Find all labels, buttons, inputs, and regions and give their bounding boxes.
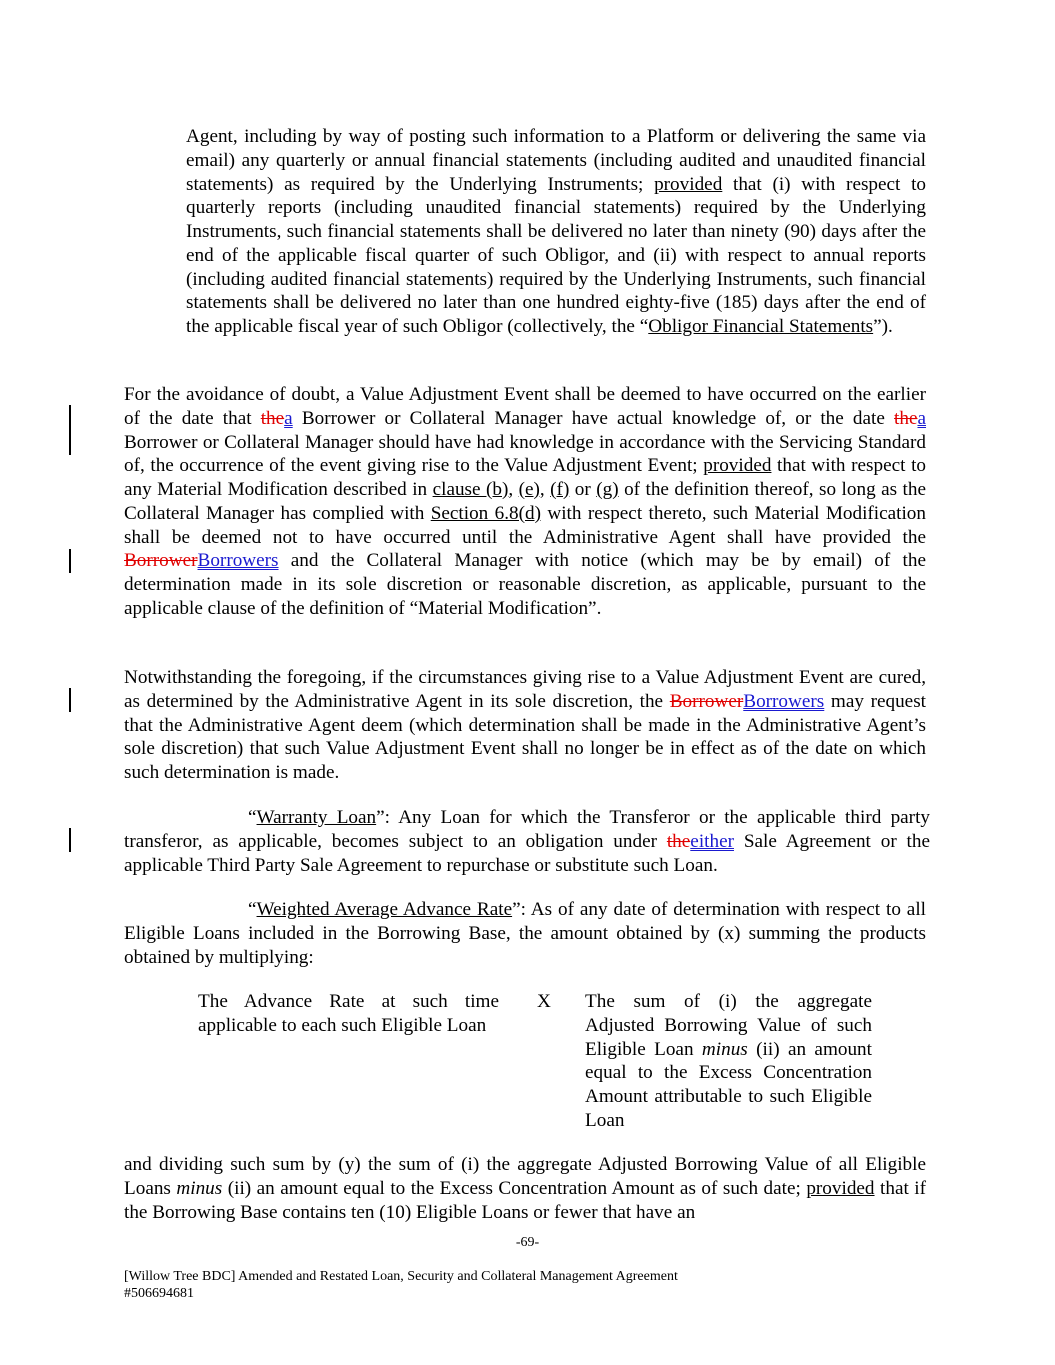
- underlined-term: Section 6.8(d): [430, 502, 541, 524]
- text-run: Agent, including by way of posting such information to a Platform or delivering the same via email) any quarterly or annual financial statements (including audited and unaudited financial statements) as required by the Underlying Instruments;: [186, 126, 926, 195]
- text-run: that (i) with respect to quarterly reports (including unaudited financial statements) required by the Underlying Instruments, such financial statements shall be delivered no later than ninety (90) days after the end of the applicable fiscal quarter of such Obligor, and (ii) with respect to annual reports (including audited financial statements) required by the Underlying Instruments, such financial statements shall be delivered no later than one hundred eighty-five (185) days after the end of the applicable fiscal year of such Obligor (collectively, the “: [186, 173, 926, 337]
- formula-multiply-operator: X: [537, 991, 551, 1012]
- paragraph-value-adjustment-event: [124, 383, 926, 621]
- text-run: ”).: [873, 316, 893, 337]
- text-run: and dividing such sum by (y) the sum of (i) the aggregate Adjusted Borrowing Value of all Eligible Loans: [124, 1154, 926, 1199]
- underlined-term: provided: [703, 455, 772, 477]
- text-run: that if the Borrowing Base contains ten (10) Eligible Loans or fewer that have an: [124, 1177, 926, 1223]
- text-run: ”: As of any date of determination with respect to all Eligible Loans included in the Borrowing Base, the amount obtained by (x) summing the products obtained by multiplying:: [124, 899, 926, 968]
- change-bar: [69, 828, 71, 852]
- underlined-term: Warranty Loan: [256, 807, 377, 828]
- text-run: (ii) an amount equal to the Excess Concentration Amount attributable to such Eligible Loan: [585, 1038, 872, 1131]
- text-run: may request that the Administrative Agent deem (which determination shall be made in the Administrative Agent’s sole discretion) that such Value Adjustment Event shall no longer be in effect as of the date on which such determination is made.: [124, 690, 926, 783]
- text-run: of the definition thereof, so long as the Collateral Manager has complied with: [124, 479, 926, 524]
- underlined-term: clause (b): [432, 479, 509, 500]
- definition-weighted-average-advance-rate: [124, 898, 926, 969]
- formula-left-term: The Advance Rate at such time applicable to each such Eligible Loan: [198, 991, 499, 1036]
- text-run: ”: Any Loan for which the Transferor or the applicable third party transferor, as applicable, becomes subject to an obligation under: [124, 807, 930, 852]
- paragraph-notwithstanding: [124, 666, 926, 785]
- inserted-text: a: [917, 407, 927, 429]
- change-bar: [69, 549, 71, 573]
- text-run: that with respect to any Material Modification described in: [124, 455, 926, 500]
- deleted-text: the: [894, 407, 918, 429]
- inserted-text: a: [284, 407, 293, 429]
- footer: [124, 1268, 678, 1302]
- underlined-term: Weighted Average Advance Rate: [256, 899, 513, 920]
- text-run: with respect thereto, such Material Modification shall be deemed not to have occurred until the Administrative Agent shall have provided the: [124, 502, 926, 548]
- italic-text: minus: [701, 1038, 748, 1060]
- deleted-text: the: [666, 830, 691, 852]
- underlined-term: (f): [550, 479, 570, 500]
- paragraph-financial-statements: [186, 125, 926, 339]
- footer-title: [Willow Tree BDC] Amended and Restated Loan, Security and Collateral Management Agreement: [124, 1269, 678, 1284]
- change-bar: [69, 405, 71, 455]
- text-run: or: [569, 479, 597, 500]
- underlined-term: provided: [654, 173, 723, 195]
- text-run: Borrower or Collateral Manager should have had knowledge in accordance with the Servicing Standard of, the occurrence of the event giving rise to the Value Adjustment Event;: [124, 431, 926, 477]
- text-run: “: [248, 899, 257, 920]
- paragraph-dividing-sum: [124, 1153, 926, 1224]
- text-run: ,: [539, 479, 551, 500]
- text-run: Sale Agreement or the applicable Third Party Sale Agreement to repurchase or substitute such Loan.: [124, 830, 931, 876]
- text-run: Notwithstanding the foregoing, if the circumstances giving rise to a Value Adjustment Event are cured, as determined by the Administrative Agent in its sole discretion, the: [124, 667, 926, 712]
- footer-doc-id: #506694681: [124, 1286, 194, 1301]
- change-bar: [69, 688, 71, 712]
- deleted-text: Borrower: [669, 690, 744, 712]
- deleted-text: Borrower: [124, 550, 198, 572]
- text-run: Borrower or Collateral Manager have actual knowledge of, or the date: [292, 407, 895, 429]
- underlined-term: provided: [806, 1177, 875, 1199]
- inserted-text: Borrowers: [197, 550, 279, 572]
- text-run: “: [248, 807, 257, 828]
- text-run: (ii) an amount equal to the Excess Concentration Amount as of such date;: [222, 1177, 807, 1199]
- formula-right-term: [585, 990, 872, 1133]
- inserted-text: Borrowers: [743, 690, 825, 712]
- text-run: The sum of (i) the aggregate Adjusted Borrowing Value of such Eligible Loan: [585, 991, 872, 1060]
- underlined-term: (g): [596, 479, 619, 500]
- text-run: and the Collateral Manager with notice (which may be by email) of the determination made in its sole discretion or reasonable discretion, as applicable, pursuant to the applicable clause of the definition of “Material Modification”.: [124, 550, 926, 619]
- deleted-text: the: [260, 407, 285, 429]
- page-number: -69-: [515, 1235, 540, 1250]
- underlined-term: Obligor Financial Statements: [648, 316, 874, 337]
- text-run: For the avoidance of doubt, a Value Adjustment Event shall be deemed to have occurred on the earlier of the date that: [124, 384, 926, 429]
- definition-warranty-loan: [124, 806, 930, 877]
- inserted-text: either: [690, 830, 734, 852]
- italic-text: minus: [176, 1177, 223, 1199]
- underlined-term: (e): [518, 479, 540, 500]
- text-run: ,: [508, 479, 519, 500]
